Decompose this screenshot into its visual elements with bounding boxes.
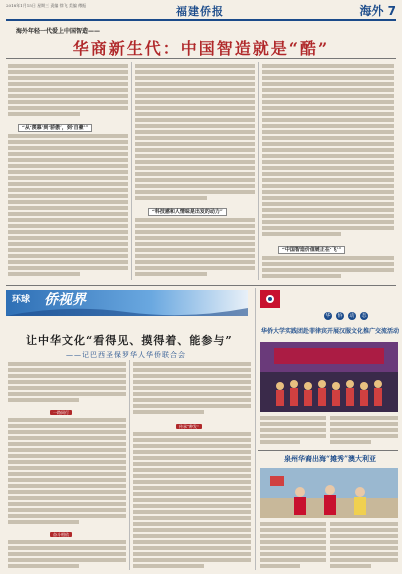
text-line bbox=[260, 528, 326, 532]
text-line bbox=[135, 142, 255, 146]
stage-scene bbox=[260, 342, 398, 412]
text-line bbox=[133, 438, 251, 442]
label-char-3: 动 bbox=[349, 313, 355, 319]
text-line bbox=[262, 166, 394, 170]
section-label: 海外 7 bbox=[359, 4, 396, 18]
text-line bbox=[135, 190, 255, 194]
story2-col2-bottom bbox=[133, 432, 251, 570]
text-line bbox=[330, 422, 398, 426]
text-line bbox=[133, 534, 251, 538]
text-line bbox=[262, 256, 394, 260]
text-line bbox=[135, 118, 255, 122]
column-divider bbox=[131, 62, 132, 280]
text-line bbox=[133, 450, 251, 454]
text-line bbox=[8, 424, 126, 428]
text-line bbox=[133, 392, 251, 396]
text-line bbox=[133, 410, 204, 414]
text-line bbox=[262, 64, 394, 68]
text-line bbox=[8, 206, 128, 210]
text-line bbox=[135, 224, 255, 228]
story1-headline: 华商新生代：中国智造就是“酷” bbox=[72, 39, 330, 58]
text-line bbox=[133, 480, 251, 484]
flag-photo bbox=[260, 290, 280, 308]
story1-col1-bottom bbox=[8, 134, 128, 280]
text-line bbox=[8, 176, 128, 180]
text-line bbox=[135, 248, 255, 252]
text-line bbox=[133, 564, 204, 568]
text-line bbox=[8, 164, 128, 168]
text-line bbox=[8, 140, 128, 144]
text-line bbox=[260, 540, 326, 544]
headline-rule bbox=[6, 58, 396, 59]
text-line bbox=[262, 142, 394, 146]
story2-pill-3: 奋斗相依 bbox=[50, 532, 72, 537]
text-line bbox=[262, 184, 394, 188]
story2-col1-bottom bbox=[8, 540, 126, 570]
text-line bbox=[262, 202, 394, 206]
text-line bbox=[330, 558, 398, 562]
banner-background bbox=[6, 290, 248, 330]
text-line bbox=[8, 398, 79, 402]
text-line bbox=[8, 248, 128, 252]
text-line bbox=[8, 152, 128, 156]
story4-photo bbox=[260, 468, 398, 518]
story2-col1-mid bbox=[8, 418, 126, 528]
masthead-rule bbox=[6, 19, 396, 21]
text-line bbox=[262, 112, 394, 116]
outdoor-scene bbox=[260, 468, 398, 518]
text-line bbox=[262, 268, 394, 272]
text-line bbox=[8, 454, 126, 458]
text-line bbox=[8, 368, 126, 372]
text-line bbox=[8, 380, 126, 384]
text-line bbox=[330, 416, 398, 420]
story2-subheadline: ——记巴西圣保罗华人华侨联合会 bbox=[66, 351, 186, 359]
text-line bbox=[135, 272, 207, 276]
text-line bbox=[135, 178, 255, 182]
text-line bbox=[260, 522, 326, 526]
flag-graphic bbox=[260, 290, 280, 308]
text-line bbox=[8, 218, 128, 222]
text-line bbox=[8, 466, 126, 470]
text-line bbox=[8, 88, 128, 92]
text-line bbox=[135, 236, 255, 240]
text-line bbox=[133, 404, 251, 408]
text-line bbox=[262, 130, 394, 134]
text-line bbox=[262, 262, 394, 266]
label-char-2: 侨 bbox=[337, 313, 343, 319]
text-line bbox=[135, 254, 255, 258]
text-line bbox=[330, 534, 398, 538]
text-line bbox=[8, 558, 126, 562]
story3-stage-photo bbox=[260, 342, 398, 412]
text-line bbox=[262, 208, 394, 212]
story2-headline: 让中华文化“看得见、摸得着、能参与” bbox=[26, 334, 233, 347]
text-line bbox=[133, 540, 251, 544]
story4-title: 泉州华裔出海“摊秀”澳大利亚 bbox=[283, 454, 377, 463]
text-line bbox=[262, 154, 394, 158]
text-line bbox=[135, 100, 255, 104]
text-line bbox=[135, 88, 255, 92]
text-line bbox=[262, 76, 394, 80]
text-line bbox=[8, 362, 126, 366]
text-line bbox=[8, 502, 126, 506]
text-line bbox=[330, 564, 371, 568]
feature-banner bbox=[6, 290, 248, 330]
text-line bbox=[8, 224, 128, 228]
text-line bbox=[262, 88, 394, 92]
text-line bbox=[262, 160, 394, 164]
text-line bbox=[135, 166, 255, 170]
column-divider bbox=[255, 288, 256, 570]
story2-pill-1: 一路同行 bbox=[50, 410, 72, 415]
text-line bbox=[135, 160, 255, 164]
text-line bbox=[260, 416, 326, 420]
text-line bbox=[135, 76, 255, 80]
text-line bbox=[8, 266, 128, 270]
text-line bbox=[8, 260, 128, 264]
text-line bbox=[135, 94, 255, 98]
text-line bbox=[262, 274, 341, 278]
text-line bbox=[8, 564, 79, 568]
text-line bbox=[133, 498, 251, 502]
paper-name: 福建侨报 bbox=[176, 5, 224, 18]
text-line bbox=[133, 492, 251, 496]
text-line bbox=[133, 528, 251, 532]
text-line bbox=[262, 178, 394, 182]
text-line bbox=[8, 472, 126, 476]
text-line bbox=[8, 430, 126, 434]
text-line bbox=[133, 380, 251, 384]
text-line bbox=[330, 434, 398, 438]
story1-col3-top bbox=[262, 64, 394, 242]
text-line bbox=[260, 434, 326, 438]
text-line bbox=[8, 200, 128, 204]
text-line bbox=[135, 82, 255, 86]
text-line bbox=[135, 184, 255, 188]
text-line bbox=[330, 522, 398, 526]
label-char-4: 态 bbox=[361, 313, 367, 319]
text-line bbox=[8, 478, 126, 482]
text-line bbox=[8, 418, 126, 422]
section-rule bbox=[6, 285, 396, 286]
text-line bbox=[133, 486, 251, 490]
text-line bbox=[8, 100, 128, 104]
text-line bbox=[135, 154, 255, 158]
text-line bbox=[135, 266, 255, 270]
text-line bbox=[133, 374, 251, 378]
story3-caption-right bbox=[330, 416, 398, 446]
text-line bbox=[8, 94, 128, 98]
text-line bbox=[133, 398, 251, 402]
text-line bbox=[133, 510, 251, 514]
text-line bbox=[330, 428, 398, 432]
text-line bbox=[262, 196, 394, 200]
text-line bbox=[8, 170, 128, 174]
text-line bbox=[262, 148, 394, 152]
text-line bbox=[260, 564, 300, 568]
story1-col2-top bbox=[135, 64, 255, 204]
text-line bbox=[8, 514, 126, 518]
text-line bbox=[8, 64, 128, 68]
text-line bbox=[262, 124, 394, 128]
text-line bbox=[135, 112, 255, 116]
text-line bbox=[330, 552, 398, 556]
text-line bbox=[133, 552, 251, 556]
story1-kicker: 海外年轻一代爱上中国智造—— bbox=[16, 28, 101, 35]
text-line bbox=[262, 220, 394, 224]
text-line bbox=[8, 212, 128, 216]
banner-logo-small: 环球 bbox=[12, 295, 31, 305]
text-line bbox=[133, 368, 251, 372]
text-line bbox=[260, 552, 326, 556]
text-line bbox=[8, 490, 126, 494]
text-line bbox=[8, 436, 126, 440]
text-line bbox=[135, 148, 255, 152]
text-line bbox=[8, 442, 126, 446]
text-line bbox=[8, 448, 126, 452]
story1-col2-bottom bbox=[135, 218, 255, 280]
text-line bbox=[133, 516, 251, 520]
text-line bbox=[8, 386, 126, 390]
text-line bbox=[135, 218, 255, 222]
text-line bbox=[8, 520, 79, 524]
text-line bbox=[135, 70, 255, 74]
story2-col1-top bbox=[8, 362, 126, 406]
text-line bbox=[133, 504, 251, 508]
text-line bbox=[8, 496, 126, 500]
text-line bbox=[8, 508, 126, 512]
column-divider bbox=[258, 62, 259, 280]
text-line bbox=[135, 124, 255, 128]
text-line bbox=[262, 136, 394, 140]
text-line bbox=[8, 106, 128, 110]
text-line bbox=[8, 546, 126, 550]
text-line bbox=[8, 82, 128, 86]
text-line bbox=[8, 374, 126, 378]
text-line bbox=[8, 76, 128, 80]
text-line bbox=[260, 428, 326, 432]
text-line bbox=[8, 70, 128, 74]
text-line bbox=[133, 444, 251, 448]
story2-pill-2: 传承“种发” bbox=[176, 424, 202, 429]
text-line bbox=[135, 196, 207, 200]
news-label bbox=[284, 310, 400, 322]
story3-title: 华侨大学实践团赴菲律宾开展汉服文化推广交流活动 bbox=[260, 328, 399, 335]
text-line bbox=[262, 106, 394, 110]
text-line bbox=[8, 552, 126, 556]
text-line bbox=[133, 468, 251, 472]
story3-caption-left bbox=[260, 416, 326, 446]
text-line bbox=[133, 456, 251, 460]
masthead-meta: 2018年1月15日 星期三 责编 徐飞 美编 傅振 bbox=[6, 3, 87, 8]
text-line bbox=[8, 236, 128, 240]
text-line bbox=[330, 440, 371, 444]
text-line bbox=[262, 172, 394, 176]
text-line bbox=[135, 230, 255, 234]
text-line bbox=[262, 70, 394, 74]
label-char-1: 华 bbox=[325, 313, 331, 319]
text-line bbox=[8, 484, 126, 488]
text-line bbox=[262, 94, 394, 98]
text-line bbox=[135, 242, 255, 246]
text-line bbox=[135, 106, 255, 110]
text-line bbox=[135, 260, 255, 264]
text-line bbox=[262, 82, 394, 86]
text-line bbox=[260, 546, 326, 550]
text-line bbox=[8, 188, 128, 192]
text-line bbox=[260, 440, 300, 444]
text-line bbox=[133, 386, 251, 390]
text-line bbox=[8, 230, 128, 234]
text-line bbox=[8, 194, 128, 198]
text-line bbox=[8, 146, 128, 150]
column-divider bbox=[129, 360, 130, 570]
story1-subhead-1: “从‘羡慕’到‘骄傲’，到‘自豪’” bbox=[18, 124, 92, 132]
text-line bbox=[262, 214, 394, 218]
text-line bbox=[330, 546, 398, 550]
story1-subhead-2: “科技感和人情味是出发的动力” bbox=[148, 208, 227, 216]
text-line bbox=[262, 232, 341, 236]
text-line bbox=[8, 134, 128, 138]
text-line bbox=[262, 100, 394, 104]
banner-logo-big: 侨视界 bbox=[44, 292, 86, 308]
story1-subhead-3: “中国智造价值链正在‘飞’” bbox=[278, 246, 345, 254]
text-line bbox=[133, 462, 251, 466]
text-line bbox=[8, 272, 80, 276]
text-line bbox=[8, 242, 128, 246]
text-line bbox=[8, 392, 126, 396]
text-line bbox=[260, 558, 326, 562]
text-line bbox=[135, 64, 255, 68]
text-line bbox=[135, 130, 255, 134]
story4-text-left bbox=[260, 522, 326, 570]
text-line bbox=[133, 558, 251, 562]
text-line bbox=[8, 540, 126, 544]
story3-rule bbox=[258, 450, 398, 451]
text-line bbox=[133, 474, 251, 478]
text-line bbox=[133, 432, 251, 436]
text-line bbox=[135, 136, 255, 140]
text-line bbox=[260, 534, 326, 538]
text-line bbox=[8, 112, 80, 116]
text-line bbox=[262, 190, 394, 194]
text-line bbox=[8, 182, 128, 186]
text-line bbox=[260, 422, 326, 426]
text-line bbox=[133, 522, 251, 526]
text-line bbox=[133, 546, 251, 550]
text-line bbox=[330, 528, 398, 532]
text-line bbox=[8, 158, 128, 162]
masthead bbox=[6, 3, 396, 17]
text-line bbox=[133, 362, 251, 366]
text-line bbox=[135, 172, 255, 176]
text-line bbox=[8, 460, 126, 464]
text-line bbox=[8, 254, 128, 258]
text-line bbox=[262, 226, 394, 230]
story1-col1-top bbox=[8, 64, 128, 120]
text-line bbox=[330, 540, 398, 544]
story4-text-right bbox=[330, 522, 398, 570]
story2-col2-top bbox=[133, 362, 251, 420]
text-line bbox=[262, 118, 394, 122]
story1-col3-bottom bbox=[262, 256, 394, 280]
